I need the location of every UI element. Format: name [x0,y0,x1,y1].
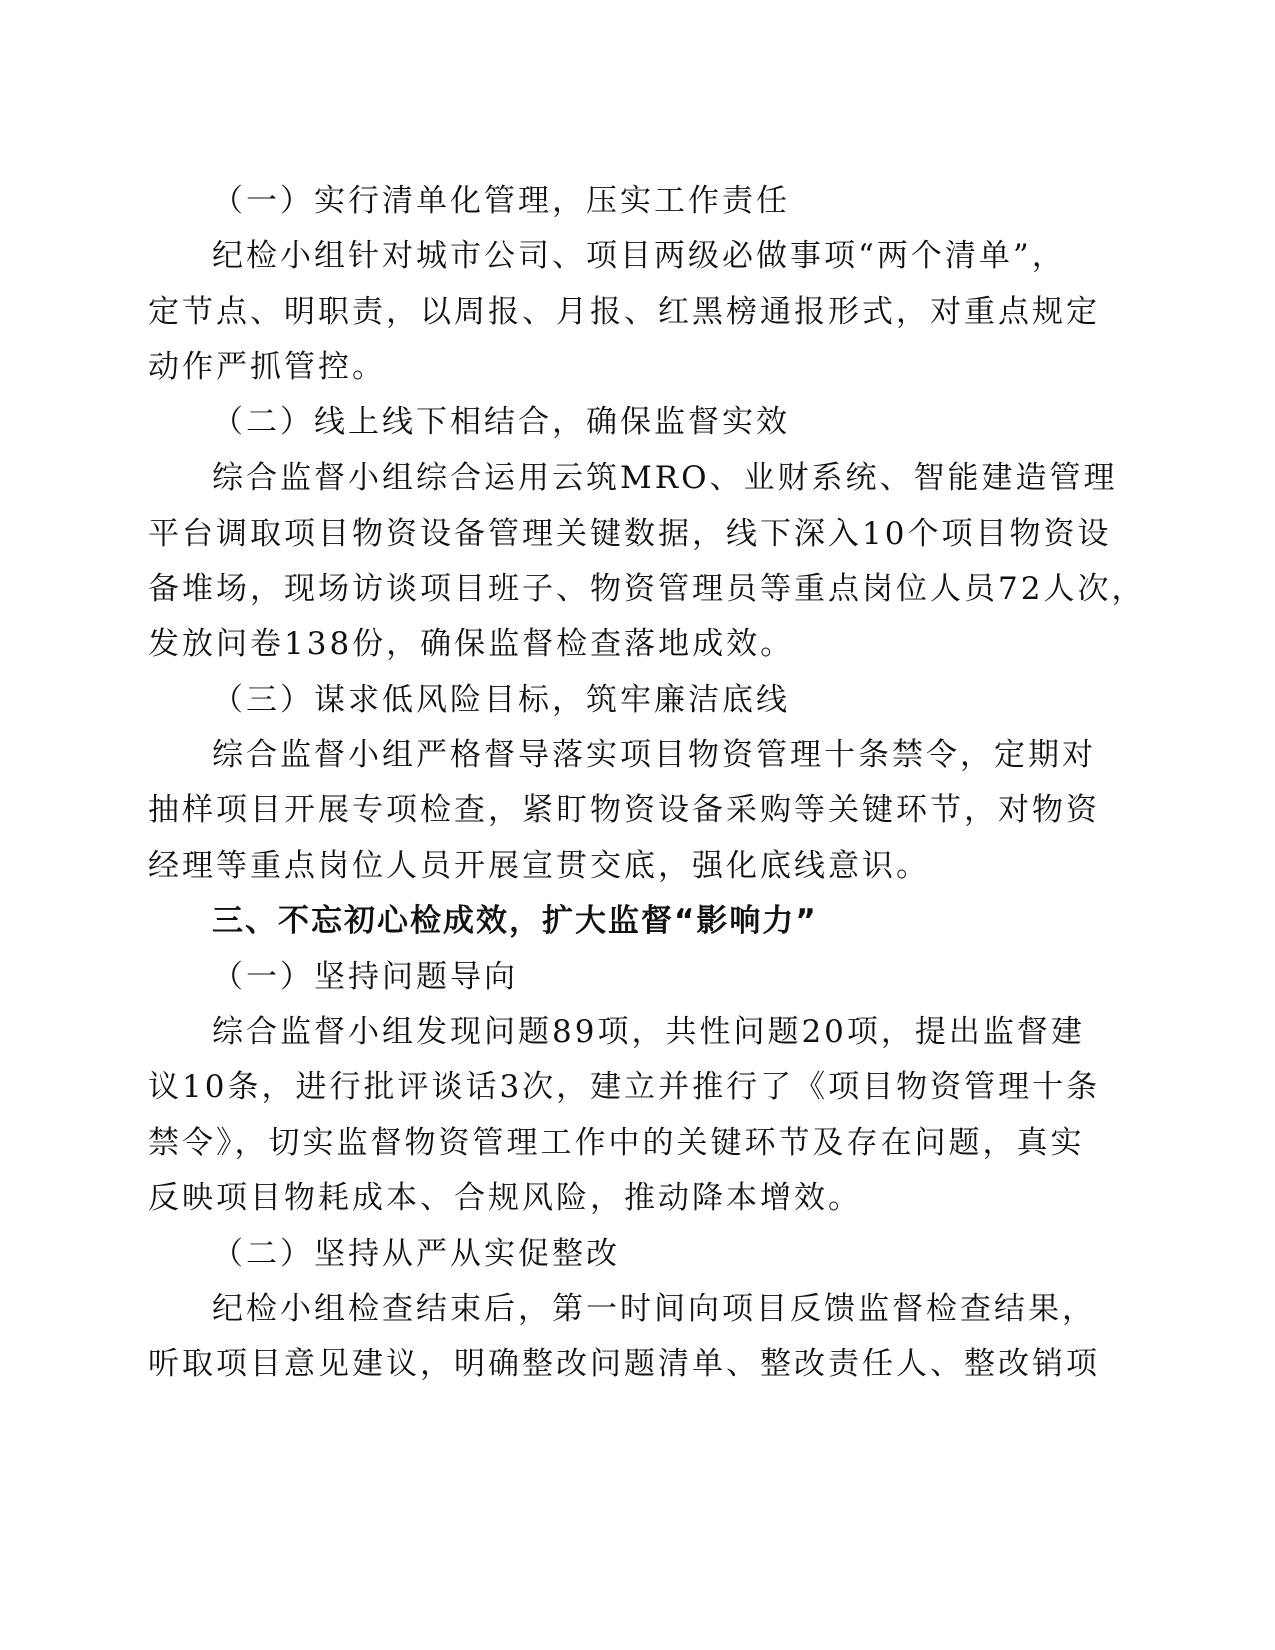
paragraph-4-line-3: 禁令》，切实监督物资管理工作中的关键环节及存在问题，真实 [148,1125,1085,1161]
subheading-1-3: （三）谋求低风险目标，筑牢廉洁底线 [212,682,790,718]
subheading-1-1: （一）实行清单化管理，压实工作责任 [212,183,790,219]
paragraph-2-line-4: 发放问卷138份，确保监督检查落地成效。 [148,626,795,662]
paragraph-3-line-1: 综合监督小组严格督导落实项目物资管理十条禁令，定期对 [212,737,1096,773]
subheading-3-1: （一）坚持问题导向 [212,959,518,995]
paragraph-1-line-3: 动作严抓管控。 [148,349,386,385]
paragraph-1-line-1: 纪检小组针对城市公司、项目两级必做事项“两个清单”， [212,238,1066,274]
paragraph-4-line-2: 议10条，进行批评谈话3次，建立并推行了《项目物资管理十条 [148,1069,1101,1105]
subheading-3-2: （二）坚持从严从实促整改 [212,1236,620,1272]
paragraph-1-line-2: 定节点、明职责，以周报、月报、红黑榜通报形式，对重点规定 [148,294,1100,330]
paragraph-2-line-2: 平台调取项目物资设备管理关键数据，线下深入10个项目物资设 [148,516,1112,552]
paragraph-4-line-1: 综合监督小组发现问题89项，共性问题20项，提出监督建 [212,1014,1085,1050]
paragraph-4-line-4: 反映项目物耗成本、合规风险，推动降本增效。 [148,1180,862,1216]
paragraph-5-line-1: 纪检小组检查结束后，第一时间向项目反馈监督检查结果， [212,1291,1096,1327]
paragraph-2-line-3: 备堆场，现场访谈项目班子、物资管理员等重点岗位人员72人次， [148,571,1146,607]
subheading-1-2: （二）线上线下相结合，确保监督实效 [212,404,790,440]
paragraph-3-line-2: 抽样项目开展专项检查，紧盯物资设备采购等关键环节，对物资 [148,792,1100,828]
paragraph-3-line-3: 经理等重点岗位人员开展宣贯交底，强化底线意识。 [148,848,930,884]
paragraph-5-line-2: 听取项目意见建议，明确整改问题清单、整改责任人、整改销项 [148,1346,1100,1382]
paragraph-2-line-1: 综合监督小组综合运用云筑MRO、业财系统、智能建造管理 [212,460,1118,496]
section-heading-3: 三、不忘初心检成效，扩大监督“影响力” [212,903,818,939]
